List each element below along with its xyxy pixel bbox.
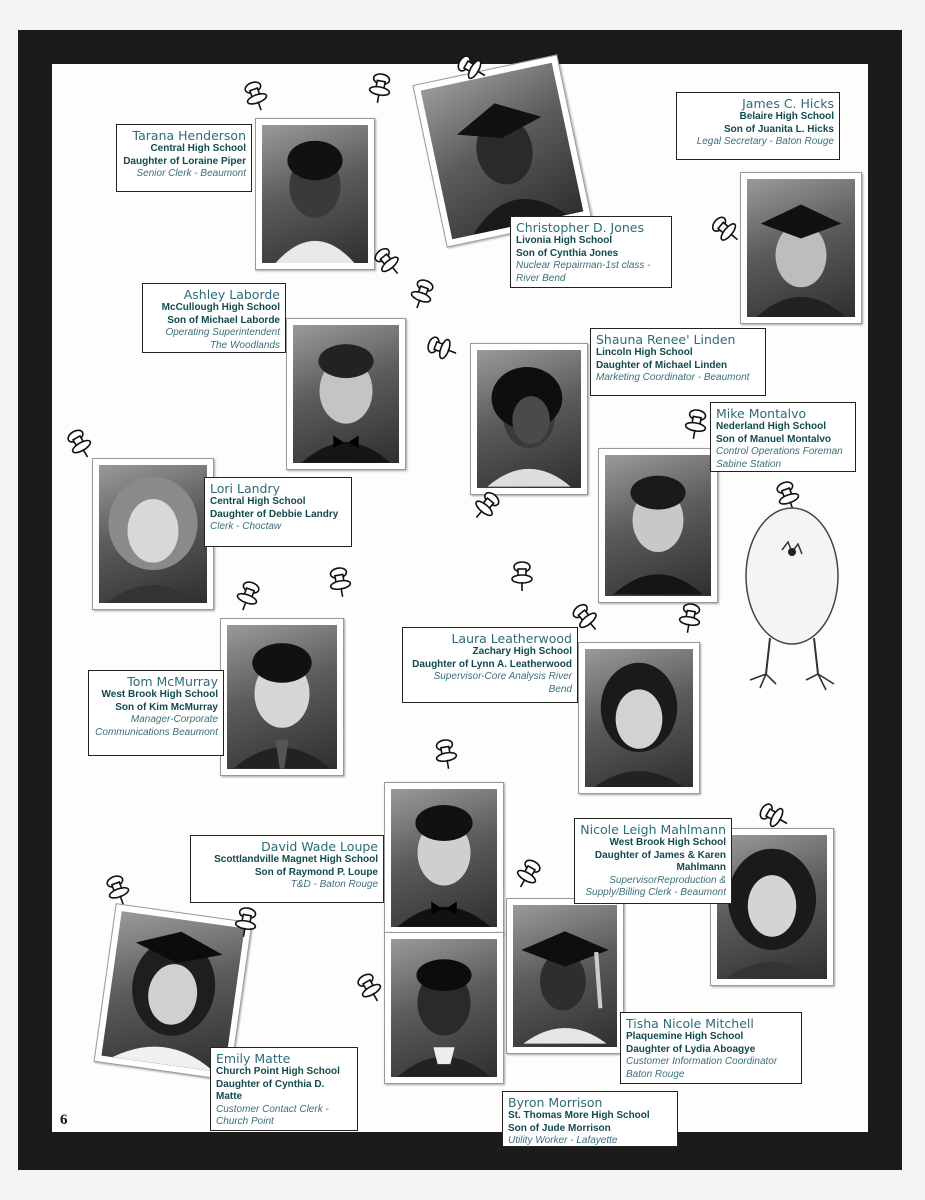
grad-name: Byron Morrison [508,1095,603,1110]
grad-name: Nicole Leigh Mahlmann [580,822,726,837]
grad-job: Customer Contact Clerk - Church Point [216,1103,329,1127]
grad-school: Livonia High School [516,235,613,246]
grad-parent: Daughter of Lynn A. Leatherwood [412,658,572,670]
grad-parent: Son of Cynthia Jones [516,247,619,259]
grad-job: Control Operations Foreman Sabine Station [716,446,843,470]
grad-parent: Daughter of Debbie Landry [210,508,339,520]
grad-name: Ashley Laborde [183,287,280,302]
card-ashley-laborde [142,283,286,353]
grad-job: T&D - Baton Rouge [290,879,378,890]
grad-name: Tom McMurray [127,674,218,689]
card-lori-landry [204,477,352,547]
grad-name: Emily Matte [216,1051,291,1066]
grad-school: West Brook High School [101,689,218,700]
grad-parent: Daughter of Cynthia D. Matte [216,1078,325,1102]
grad-parent: Son of Jude Morrison [508,1122,611,1134]
photo-lori-landry [92,458,214,610]
grad-school: Belaire High School [739,111,834,122]
grad-job: Senior Clerk - Beaumont [136,168,246,179]
card-james-hicks [676,92,840,160]
card-byron-morrison [502,1091,678,1147]
photo-byron-morrison [384,932,504,1084]
grad-parent: Son of Juanita L. Hicks [723,123,834,135]
grad-name: Laura Leatherwood [451,631,572,646]
grad-job: Customer Information Coordinator Baton Rouge [626,1056,778,1080]
grad-school: Church Point High School [216,1066,340,1077]
grad-name: James C. Hicks [742,96,834,111]
photo-tarana-henderson [255,118,375,270]
grad-job: Operating Superintendent The Woodlands [165,327,280,351]
card-tisha-mitchell [620,1012,802,1084]
photo-david-loupe [384,782,504,934]
card-christopher-jones [510,216,672,288]
grad-parent: Daughter of Loraine Piper [123,155,246,167]
grad-job: Nuclear Repairman-1st class - River Bend [516,260,651,284]
card-tarana-henderson [116,124,252,192]
photo-tisha-mitchell [506,898,624,1054]
photo-shauna-linden [470,343,588,495]
pushpin-icon [363,70,396,106]
grad-name: Tarana Henderson [132,128,246,143]
grad-parent: Daughter of Lydia Aboagye [626,1043,756,1055]
pushpin-icon [679,406,712,442]
grad-school: St. Thomas More High School [508,1110,650,1121]
pushpin-icon [229,904,262,940]
photo-mike-montalvo [598,448,718,603]
grad-school: Lincoln High School [596,347,693,358]
grad-school: McCullough High School [161,302,280,313]
grad-parent: Son of Kim McMurray [115,701,218,713]
grad-parent: Daughter of James & Karen Mahlmann [594,849,726,873]
card-mike-montalvo [710,402,856,472]
grad-school: Plaquemine High School [626,1031,744,1042]
pushpin-icon [508,560,536,592]
grad-school: Nederland High School [716,421,827,432]
grad-school: Central High School [150,143,246,154]
grad-job: Marketing Coordinator - Beaumont [596,372,750,383]
grad-job: Supervisor-Core Analysis River Bend [433,671,572,695]
card-laura-leatherwood [402,627,578,703]
grad-job: Clerk - Choctaw [210,521,282,532]
card-david-loupe [190,835,384,903]
pushpin-icon [429,736,462,772]
grad-school: Central High School [210,496,306,507]
pushpin-icon [323,564,356,600]
grad-name: David Wade Loupe [261,839,378,854]
card-emily-matte [210,1047,358,1131]
grad-name: Tisha Nicole Mitchell [626,1016,754,1031]
pushpin-icon [673,600,706,636]
page-number: 6 [60,1112,68,1128]
grad-name: Lori Landry [210,481,280,496]
grad-school: Scottlandville Magnet High School [214,854,378,865]
grad-job: SupervisorReproduction & Supply/Billing Clerk - Beaumont [585,874,726,898]
grad-parent: Daughter of Michael Linden [596,359,728,371]
card-nicole-mahlmann [574,818,732,904]
grad-parent: Son of Michael Laborde [167,314,280,326]
grad-school: Zachary High School [472,646,572,657]
grad-job: Utility Worker - Lafayette [508,1135,618,1146]
card-tom-mcmurray [88,670,224,756]
card-shauna-linden [590,328,766,396]
grad-job: Manager-Corporate Communications Beaumont [95,714,218,738]
photo-laura-leatherwood [578,642,700,794]
photo-ashley-laborde [286,318,406,470]
grad-name: Mike Montalvo [716,406,807,421]
grad-parent: Son of Raymond P. Loupe [254,866,378,878]
hatching-egg-illustration [730,480,850,700]
grad-name: Shauna Renee' Linden [596,332,736,347]
grad-school: West Brook High School [609,837,726,848]
photo-james-hicks [740,172,862,324]
grad-job: Legal Secretary - Baton Rouge [696,136,834,147]
grad-parent: Son of Manuel Montalvo [716,433,831,445]
photo-tom-mcmurray [220,618,344,776]
grad-name: Christopher D. Jones [516,220,645,235]
